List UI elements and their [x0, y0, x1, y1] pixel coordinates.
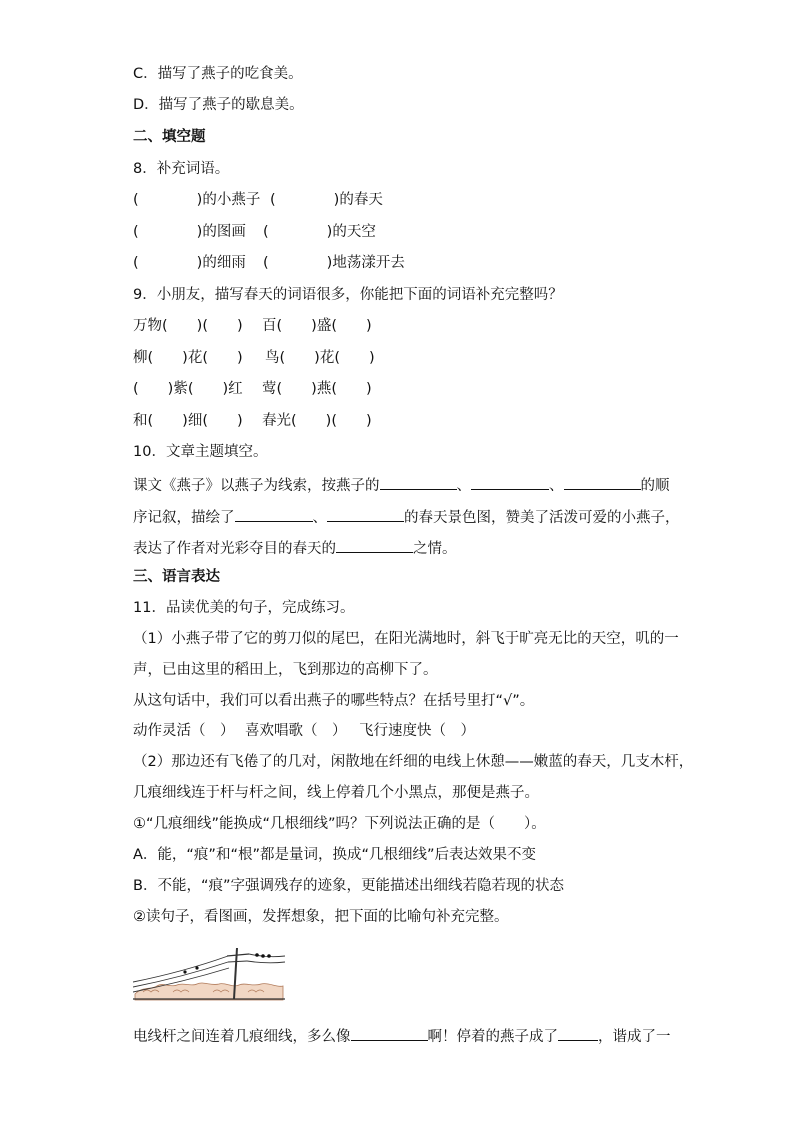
q10-sep-2: 、: [549, 478, 564, 494]
opt-d: D．描写了燕子的歇息美。: [133, 97, 304, 113]
q8-r2-c2: ( )的天空: [263, 224, 376, 240]
swallow-dot: [183, 970, 186, 973]
q11-sub-1: ①“几痕细线”能换成“几根细线”吗？下列说法正确的是（ ）。: [133, 816, 546, 832]
q9-r1-c2: 百( )盛( ): [262, 318, 372, 334]
q10-l3-text-a: 表达了作者对光彩夺目的春天的: [133, 541, 336, 557]
q11-title: 11．品读优美的句子，完成练习。: [133, 600, 355, 616]
q11-trait-1[interactable]: 动作灵活（ ）: [133, 723, 235, 739]
last-text-a: 电线杆之间连着几痕细线，多么像: [133, 1029, 351, 1045]
opt-c: C．描写了燕子的吃食美。: [133, 66, 303, 82]
q10-l2-text-a: 序记叙，描绘了: [133, 510, 235, 526]
q8-r1-c1: ( )的小燕子: [133, 192, 261, 208]
q10-blank-6[interactable]: [336, 537, 413, 553]
q11-trait-2[interactable]: 喜欢唱歌（ ）: [245, 723, 347, 739]
q10-sep-1: 、: [456, 478, 471, 494]
q9-r2-c2: 鸟( )花( ): [265, 350, 375, 366]
q11-option-a[interactable]: A．能，“痕”和“根”都是量词，换成“几根细线”后表达效果不变: [133, 847, 536, 863]
q9-r2-c1: 柳( )花( ): [133, 350, 243, 366]
power-line-illustration: [133, 942, 285, 1004]
q10-l1-text-b: 的顺: [640, 478, 670, 494]
last-text-c: ，谐成了一: [598, 1029, 671, 1045]
q10-blank-2[interactable]: [471, 474, 549, 490]
q9-r1-c1: 万物( )( ): [133, 318, 243, 334]
q11-trait-3[interactable]: 飞行速度快（ ）: [359, 723, 475, 739]
section-3-heading: 三、语言表达: [133, 569, 220, 585]
q10-l1-text-a: 课文《燕子》以燕子为线索，按燕子的: [133, 478, 380, 494]
q11-ask: 从这句话中，我们可以看出燕子的哪些特点？在括号里打“√”。: [133, 693, 535, 709]
swallow-dot: [195, 966, 198, 969]
q10-line-2: [133, 506, 680, 528]
q10-line-1: [133, 474, 670, 496]
power-line-swallows-image: [133, 942, 285, 1004]
q10-l2-text-b: 的春天景色图，赞美了活泼可爱的小燕子，: [404, 510, 680, 526]
q10-line-3: [133, 537, 457, 559]
last-line: [133, 1025, 671, 1047]
section-2-heading: 二、填空题: [133, 129, 206, 145]
q8-r1-c2: ( )的春天: [270, 192, 383, 208]
q9-r4-c1: 和( )细( ): [133, 413, 243, 429]
q10-blank-5[interactable]: [327, 506, 404, 522]
q11-p2-line-1: （2）那边还有飞倦了的几对，闲散地在纤细的电线上休憩——嫩蓝的春天，几支木杆，: [133, 754, 694, 770]
q10-l3-text-b: 之情。: [413, 541, 457, 557]
q8-r2-c1: ( )的图画: [133, 224, 246, 240]
q9-title: 9．小朋友，描写春天的词语很多，你能把下面的词语补充完整吗？: [133, 287, 563, 303]
q11-option-b[interactable]: B．不能，“痕”字强调残存的迹象，更能描述出细线若隐若现的状态: [133, 878, 564, 894]
q11-p1-line-1: （1）小燕子带了它的剪刀似的尾巴，在阳光满地时，斜飞于旷亮无比的天空，叽的一: [133, 631, 679, 647]
q11-p1-line-2: 声，已由这里的稻田上，飞到那边的高柳下了。: [133, 662, 438, 678]
swallow-dot: [255, 953, 259, 957]
q11-sub-2: ②读句子，看图画，发挥想象，把下面的比喻句补充完整。: [133, 909, 509, 925]
q9-r4-c2: 春光( )( ): [262, 413, 372, 429]
q8-title: 8．补充词语。: [133, 161, 230, 177]
last-text-b: 啊！停着的燕子成了: [427, 1029, 558, 1045]
q8-r3-c2: ( )地荡漾开去: [263, 255, 405, 271]
q10-blank-3[interactable]: [564, 474, 641, 490]
q10-blank-1[interactable]: [380, 474, 457, 490]
q9-r3-c1: ( )紫( )红: [133, 381, 243, 397]
q10-blank-4[interactable]: [235, 506, 313, 522]
last-blank-1[interactable]: [351, 1025, 428, 1041]
q9-r3-c2: 莺( )燕( ): [262, 381, 372, 397]
swallow-dot: [267, 954, 271, 958]
swallow-dot: [261, 954, 265, 958]
q10-sep-3: 、: [312, 510, 327, 526]
q8-r3-c1: ( )的细雨: [133, 255, 246, 271]
q10-title: 10．文章主题填空。: [133, 444, 268, 460]
last-blank-2[interactable]: [558, 1025, 598, 1041]
q11-p2-line-2: 几痕细线连于杆与杆之间，线上停着几个小黑点，那便是燕子。: [133, 785, 539, 801]
